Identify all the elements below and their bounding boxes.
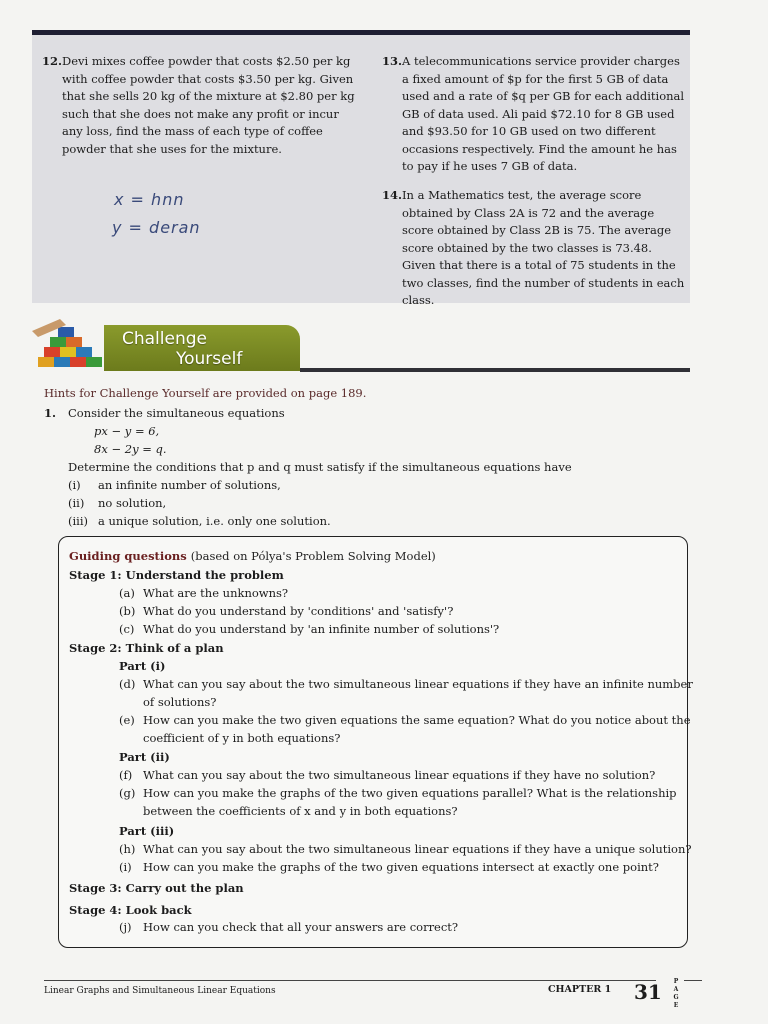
- part-text: an infinite number of solutions,: [98, 478, 281, 492]
- guide-title-paren: (based on Pólya's Problem Solving Model): [190, 549, 436, 563]
- challenge-subtitle: Yourself: [176, 349, 243, 369]
- challenge-title-tab: [104, 325, 300, 371]
- q-text: What can you say about the two simultaneous linear equations if they have no solution?: [143, 768, 656, 782]
- stage-2: Stage 2: Think of a plan: [69, 641, 224, 655]
- guide-title: [69, 549, 436, 563]
- page-label-vertical: P A G E: [673, 978, 679, 1009]
- question-number: 14.: [382, 188, 403, 202]
- challenge-title: Challenge: [122, 329, 207, 349]
- guide-question-e-cont: coefficient of y in both equations?: [143, 731, 341, 745]
- part-i-heading: Part (i): [119, 659, 166, 673]
- question-number: 13.: [382, 54, 403, 68]
- q-label: (b): [119, 604, 136, 618]
- q-text: What do you understand by 'an infinite number of solutions'?: [143, 622, 500, 636]
- part-text: no solution,: [98, 496, 167, 510]
- handwritten-note: x = hnn: [114, 190, 185, 209]
- problem-intro: Consider the simultaneous equations: [68, 406, 285, 420]
- q-text: What can you say about the two simultaneous linear equations if they have an infinite number: [143, 677, 693, 691]
- page-number: 31: [634, 980, 662, 1004]
- q-label: (i): [119, 860, 132, 874]
- part-label: (ii): [68, 496, 85, 510]
- exercise-section: [32, 30, 690, 307]
- stage-3: Stage 3: Carry out the plan: [69, 881, 244, 895]
- q-text: How can you make the graphs of the two given equations intersect at exactly one point?: [143, 860, 659, 874]
- part-iii-heading: Part (iii): [119, 824, 175, 838]
- q-text: How can you check that all your answers are correct?: [143, 920, 459, 934]
- question-text: A telecommunications service provider charges a fixed amount of $p for the first 5 GB of data used and a rate of $q per GB for each additional GB of data used. Ali paid $72.10 for 8 GB used and $93.50 for 10 GB used on two different occasions respectively. Find the amount he has to pay if he uses 7 GB of data.: [402, 54, 685, 173]
- q-label: (d): [119, 677, 136, 691]
- q-label: (c): [119, 622, 135, 636]
- guide-question-d-cont: of solutions?: [143, 695, 217, 709]
- challenge-header: [32, 315, 690, 373]
- q-label: (g): [119, 786, 136, 800]
- equation-2: 8x − 2y = q.: [94, 442, 167, 456]
- part-ii-heading: Part (ii): [119, 750, 170, 764]
- q-label: (f): [119, 768, 133, 782]
- hints-note: Hints for Challenge Yourself are provided on page 189.: [44, 386, 367, 400]
- part-label: (i): [68, 478, 81, 492]
- q-label: (a): [119, 586, 135, 600]
- q-label: (e): [119, 713, 135, 727]
- part-label: (iii): [68, 514, 89, 528]
- q-text: What can you say about the two simultaneous linear equations if they have a unique solution?: [143, 842, 692, 856]
- q-text: What are the unknowns?: [143, 586, 289, 600]
- footer-chapter-title: Linear Graphs and Simultaneous Linear Equations: [44, 986, 276, 996]
- building-blocks-icon: [32, 319, 112, 371]
- guide-title-text: Guiding questions: [69, 549, 187, 563]
- header-rule: [300, 368, 690, 372]
- question-text: Devi mixes coffee powder that costs $2.50 per kg with coffee powder that costs $3.50 per kg. Given that she sells 20 kg of the mixture at $2.80 per kg such that she does not make any profit or incur any loss, find the mass of each type of coffee powder that she uses for the mixture.: [62, 54, 355, 156]
- guiding-questions-box: [58, 536, 693, 948]
- equation-1: px − y = 6,: [94, 424, 160, 438]
- guide-question-g-cont: between the coefficients of x and y in both equations?: [143, 804, 458, 818]
- q-text: What do you understand by 'conditions' and 'satisfy'?: [143, 604, 454, 618]
- stage-4: Stage 4: Look back: [69, 903, 192, 917]
- part-text: a unique solution, i.e. only one solution.: [98, 514, 331, 528]
- q-text: How can you make the graphs of the two given equations parallel? What is the relationship: [143, 786, 677, 800]
- question-text: In a Mathematics test, the average score obtained by Class 2A is 72 and the average score obtained by Class 2B is 75. The average score obtained by the two classes is 73.48. Given that there is a total of 75 students in the two classes, find the number of students in each class.: [402, 188, 685, 307]
- q-label: (j): [119, 920, 132, 934]
- problem-determine: Determine the conditions that p and q must satisfy if the simultaneous equations have: [68, 460, 572, 474]
- q-label: (h): [119, 842, 136, 856]
- problem-number: 1.: [44, 406, 57, 420]
- handwritten-note: y = deran: [112, 218, 201, 237]
- footer-chapter-label: CHAPTER 1: [548, 984, 612, 995]
- q-text: How can you make the two given equations the same equation? What do you notice about the: [143, 713, 691, 727]
- stage-1: Stage 1: Understand the problem: [69, 568, 284, 582]
- footer-rule: [44, 980, 656, 981]
- question-number: 12.: [42, 54, 63, 68]
- footer-tick: [684, 980, 702, 981]
